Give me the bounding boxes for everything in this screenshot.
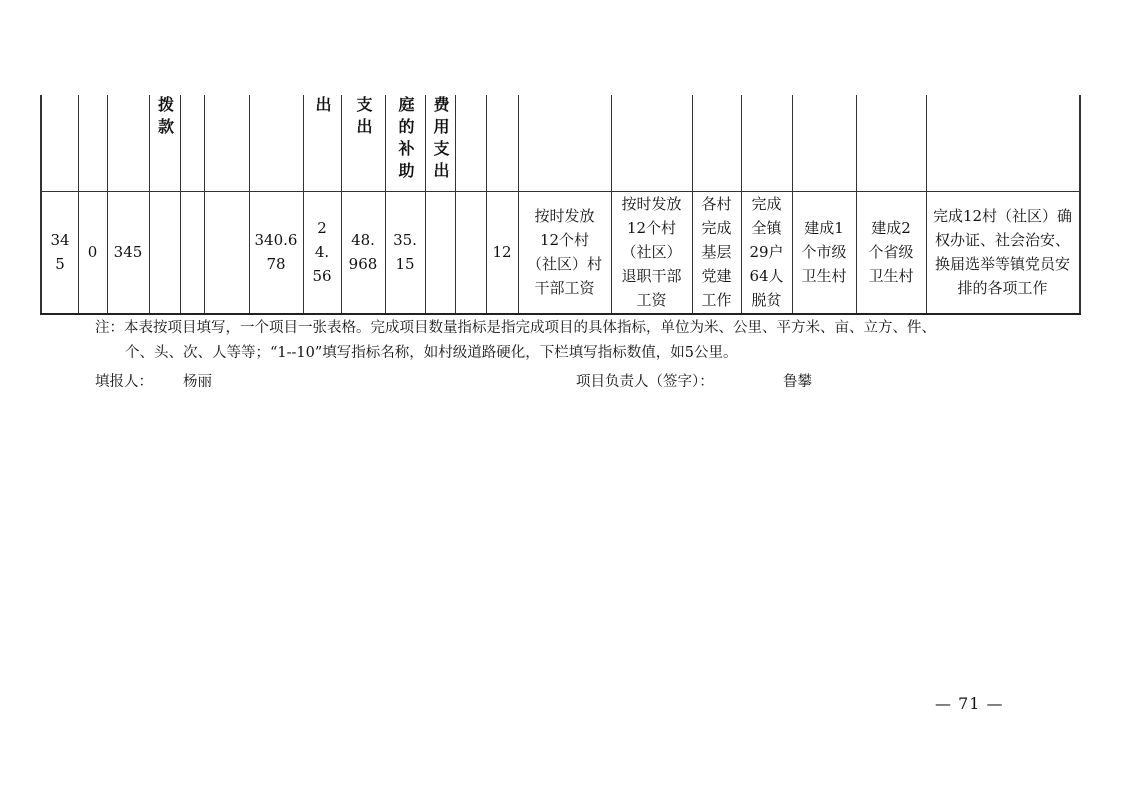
header-cell-chu: 出 bbox=[313, 96, 332, 118]
data-cell-c7: 340.678 bbox=[254, 231, 298, 273]
header-cell-expense: 费用支出 bbox=[431, 96, 450, 184]
filler-label: 填报人： bbox=[95, 374, 153, 390]
leader-name: 鲁攀 bbox=[783, 374, 812, 390]
header-cell-household-subsidy: 庭的补助 bbox=[396, 96, 415, 184]
col-divider bbox=[455, 95, 456, 313]
note-line-1: 注：本表按项目填写，一个项目一张表格。完成项目数量指标是指完成项目的具体指标，单位为米、公里、平方米、亩、立方、件、 bbox=[95, 320, 936, 336]
data-cell-indicator-2: 按时发放12个村（社区）退职干部工资 bbox=[621, 195, 682, 309]
col-divider bbox=[180, 95, 181, 313]
data-cell-c8: 24.56 bbox=[312, 219, 332, 285]
data-cell-indicator-1: 按时发放12个村（社区）村干部工资 bbox=[526, 207, 602, 297]
data-cell-indicator-6: 建成2个省级卫生村 bbox=[868, 219, 914, 285]
data-cell-c14: 12 bbox=[492, 243, 512, 261]
header-cell-bokuan: 拨款 bbox=[155, 96, 175, 140]
header-cell-zhichu: 支出 bbox=[354, 96, 373, 140]
page-number: — 71 — bbox=[935, 694, 1004, 713]
data-cell-indicator-7: 完成12村（社区）确权办证、社会治安、换届选举等镇党员安排的各项工作 bbox=[932, 207, 1073, 297]
col-divider bbox=[204, 95, 205, 313]
note-line-2: 个、头、次、人等等；“1--10”填写指标名称，如村级道路硬化，下栏填写指标数值，如5公里。 bbox=[125, 345, 738, 361]
data-cell-c10: 35.15 bbox=[393, 231, 417, 273]
data-cell-c2: 0 bbox=[87, 243, 98, 261]
data-cell-indicator-5: 建成1个市级卫生村 bbox=[801, 219, 847, 285]
data-cell-total: 345 bbox=[50, 231, 70, 273]
leader-label: 项目负责人（签字）： bbox=[576, 374, 714, 390]
data-cell-indicator-4: 完成全镇29户64人脱贫 bbox=[749, 195, 784, 309]
data-cell-c9: 48.968 bbox=[348, 231, 378, 273]
table-border-right bbox=[1079, 95, 1081, 313]
data-cell-c3: 345 bbox=[113, 243, 143, 261]
data-cell-indicator-3: 各村完成基层党建工作 bbox=[701, 195, 732, 309]
filler-name: 杨丽 bbox=[183, 374, 212, 390]
